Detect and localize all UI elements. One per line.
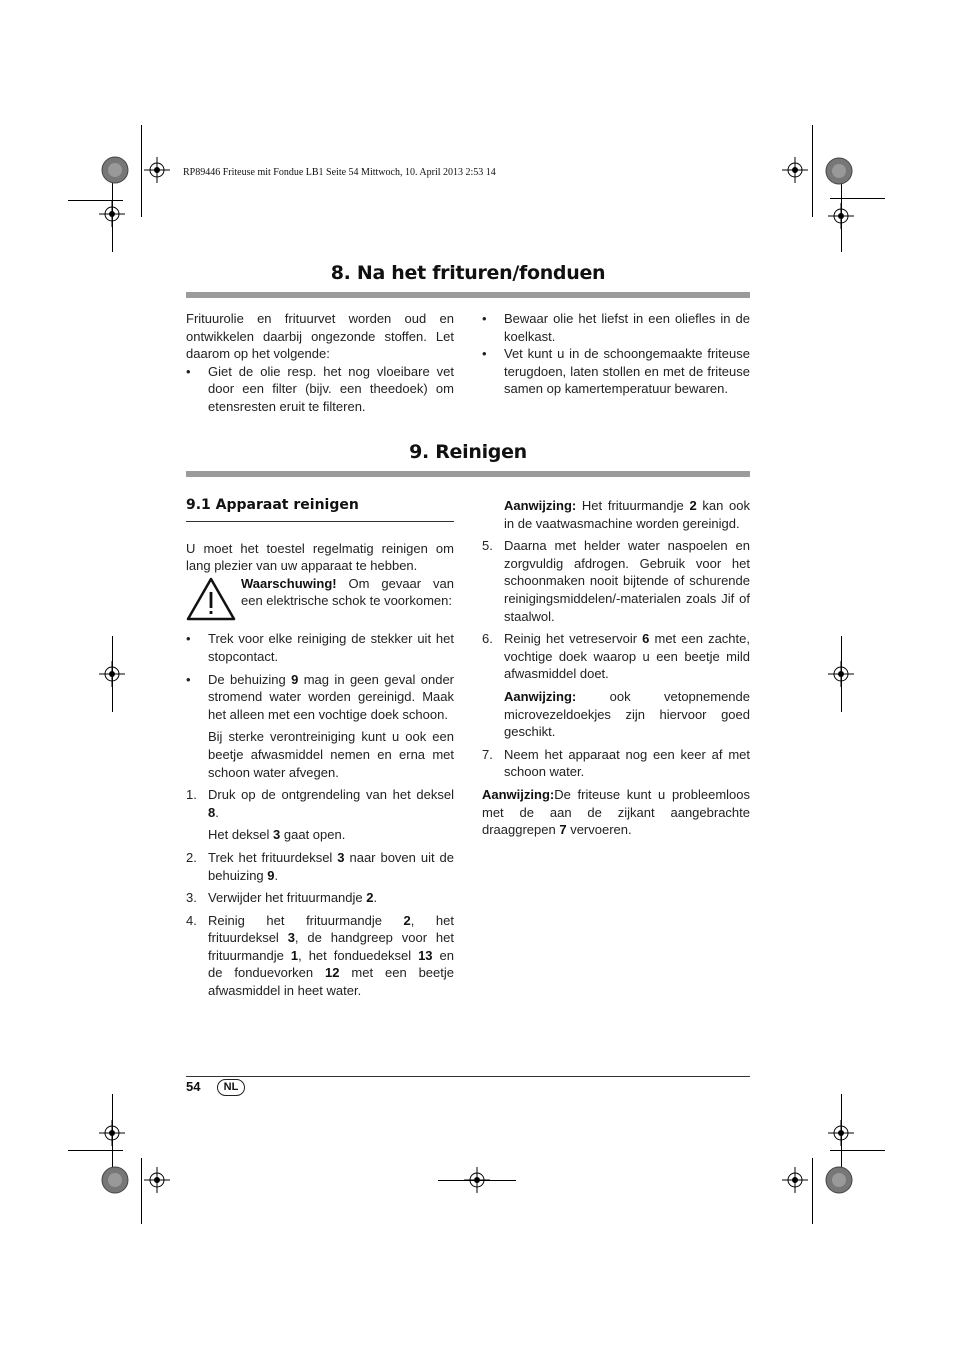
registration-mark-icon [99,201,125,227]
print-slug: RP89446 Friteuse mit Fondue LB1 Seite 54 Mittwoch, 10. April 2013 2:53 14 [183,167,496,178]
registration-mark-icon [828,203,854,229]
section-9-right-column [482,497,750,839]
section-9-title: 9. Reinigen [409,441,527,463]
footer-rule [186,1076,750,1077]
section-8-left-column [186,310,454,416]
step-item: 7. Neem het apparaat nog een keer af met schoon water. [482,746,750,780]
step-item: 5. Daarna met helder water naspoelen en zorgvuldig afdrogen. Gebruik voor het schoonmaken nooit bijtende of schurende reinigingsmiddelen/-materialen zoals Jif of staalwol. [482,538,750,624]
registration-mark-icon [782,157,808,183]
registration-mark-icon [828,661,854,687]
step-item: 3. Verwijder het frituurmandje 2. [186,890,378,906]
list-item: • De behuizing 9 mag in geen geval onder stromend water worden gereinigd. Maak het alleen met een vochtige doek schoon. [186,671,455,722]
color-wheel-icon [824,1165,854,1195]
step-item: 4. Reinig het frituurmandje 2, het frituurdeksel 3, de handgreep voor het frituurmandje 1, het fonduedeksel 13 en de fonduevorken 12 met een beetje afwasmiddel in heet water. [186,912,454,999]
registration-mark-icon [144,1167,170,1193]
registration-mark-icon [99,661,125,687]
registration-mark-icon [99,1120,125,1146]
section-9-intro: U moet het toestel regelmatig reinigen om lang plezier van uw apparaat te hebben. [186,540,454,574]
color-wheel-icon [100,155,130,185]
crop-mark [830,1150,885,1151]
list-item: • Giet de olie resp. het nog vloeibare vet door een filter (bijv. een theedoek) om etensresten eruit te filteren. [186,363,454,414]
step-item: 1. Druk op de ontgrendeling van het deksel 8. [186,787,454,820]
language-badge: NL [217,1079,245,1096]
list-item: • Trek voor elke reiniging de stekker uit het stopcontact. [186,631,454,664]
warning-triangle-icon [186,577,236,621]
color-wheel-icon [824,156,854,186]
step-item: 6. Reinig het vetreservoir 6 met een zachte, vochtige doek waarop u een beetje mild afwasmiddel doet. [482,631,750,682]
note-block: Aanwijzing: Het frituurmandje 2 kan ook in de vaatwasmachine worden gereinigd. [504,498,750,531]
warning-block: Waarschuwing! Om gevaar van een elektrische schok te voorkomen: [186,575,454,626]
section-8-right-column [482,310,750,398]
page-number: 54 [186,1079,201,1094]
section-8-rule [186,292,750,298]
section-8-title: 8. Na het frituren/fonduen [330,262,606,284]
registration-mark-icon [144,157,170,183]
note-block: Aanwijzing:De friteuse kunt u probleemloos met de aan de zijkant aangebrachte draaggrepen 7 vervoeren. [482,786,750,838]
crop-mark [830,198,885,199]
registration-mark-icon [464,1167,490,1193]
step-item: 2. Trek het frituurdeksel 3 naar boven uit de behuizing 9. [186,849,455,883]
color-wheel-icon [100,1165,130,1195]
section-8-intro: Frituurolie en frituurvet worden oud en ontwikkelen daarbij ongezonde stoffen. Let daarom op het volgende: [186,311,454,362]
crop-mark [812,125,813,217]
list-item-note: Bij sterke verontreiniging kunt u ook een beetje afwasmiddel nemen en erna met schoon water afvegen. [208,729,454,780]
crop-mark [141,125,142,217]
list-item: • Vet kunt u in de schoongemaakte friteuse terugdoen, laten stollen en met de friteuse samen op kamertemperatuur bewaren. [482,346,750,397]
crop-mark [68,1150,123,1151]
section-9-rule [186,471,750,477]
crop-mark [141,1158,142,1224]
step-note: Het deksel 3 gaat open. [208,827,346,843]
warning-label: Waarschuwing! [241,575,337,591]
note-block: Aanwijzing: ook vetopnemende microvezeldoekjes zijn hiervoor goed geschikt. [504,688,750,740]
list-item: • Bewaar olie het liefst in een oliefles in de koelkast. [482,311,750,344]
registration-mark-icon [828,1120,854,1146]
section-9-left-column [186,497,454,1000]
crop-mark [812,1158,813,1224]
subsection-title: 9.1 Apparaat reinigen [186,497,454,522]
registration-mark-icon [782,1167,808,1193]
